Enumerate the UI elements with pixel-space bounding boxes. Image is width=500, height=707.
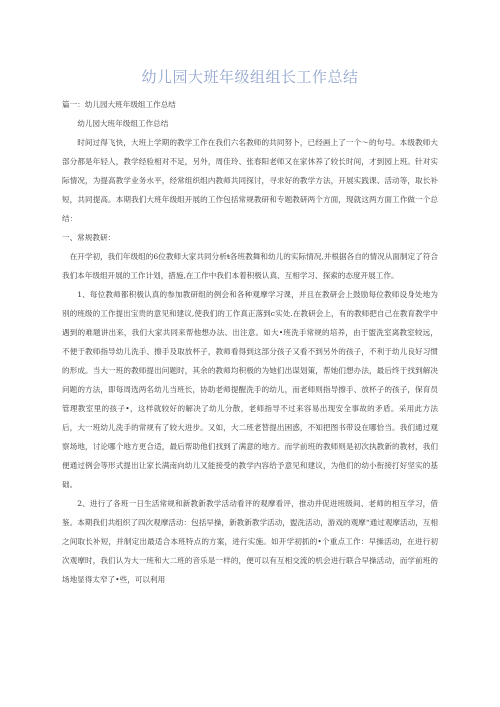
body-paragraph: 2、进行了各班一日生活常规和新教新教学活动看评的观摩看评，推动并促进班级间、老师的相互学习，借鉴。本期我们共组织了四次观摩活动：包括早操，新教新教学活动，盥洗活动，游戏的观摩“通过观摩活动，互相之间取长补短，并制定出最适合本班特点的方案，进行实施。如开学初抓的•个重点工作：早操活动，在进行初次观摩时，我们认为大一班和大二班的音乐是一样的，便可以有互相交流的机会进行联合早操活动，而学前班的场地显得太窄了•些，可以利用 bbox=[62, 499, 438, 584]
article-heading: 篇一：幼儿园大班年级组工作总结 bbox=[62, 100, 176, 109]
body-paragraph: 在开学初，我们年级组的6位教师大家共同分析ŧ各班教舞和幼儿的实际情况,并根据各自的情况从面制定了符合我们本年级组开展的工作计划，措施,在工作中我们本着积极认真、互相学习、探索的态度开展工作。 bbox=[62, 252, 438, 280]
document-title: 幼儿园大班年级组组长工作总结 bbox=[141, 68, 359, 86]
body-paragraph: 时间过得飞快，大班上学期的教学工作在我们六名教师的共同努卜，已经画上了一个～的句号。本级教师大部分都是年轻人，教学经验相对不足，另外，周佳玲、张春阳老师又在家休养了较长时间，才到园上班。针对实际情况，为提高教学业务水平，经常组织组内教师共同探讨，寻求好的教学方法，开展实践课、活动等，取长补短，共同提高。本期我们大班年级组开展的工作包括常规教研和专题教研两个方面，现就这两方面工作做一个总结： bbox=[62, 138, 438, 223]
document-body bbox=[62, 95, 438, 589]
body-paragraph: 1、每位教师都积极认真的参加教研组的例会和各种观摩学习课，并且在教研会上鼓励每位教师设身处地为别的班级的工作提出宝贵的意见和建议,使我们的工作真正落到c实处.在教研会上，有的教师把自己在教育教学中遇到的难题讲出来，我们大家共同来帮他想办法、出注意。如大•班洗手常规的培养，由于盥洗室离教室较远，不便于教师指导幼儿洗手、擦手及取放杯子，教师看得到这部分孩子又看不到另外的孩子，不利于幼儿良好习惯的形成。当大一班的教师提出问题时，其余的教师均积极的为她们出谋划策，帮她们想办法，最后终于找到解决问题的方法，即每周选两名幼儿当班长，协助老师提醒洗手的幼儿，而老师则指导擦手、放杯子的孩子，保育员管理教室里的孩子•，这样就较好的解决了幼儿分散，老师指导不过来容易出现安全事故的矛盾。采用此方法后，大一班幼儿洗手的常规有了较大进步。又如，大二班老替提出困惑，不知把图书带设在哪恰当。我们通过观察场地，讨论哪个地方更合适，最后帮助他们找到了满意的地方。而学前班的教师则是初次执教新的教材，我们便通过例会等形式提出让家长满南向幼儿又能接受的教学内容给予意见和建议，为他们的幼小衔接打好坚实的基础。 bbox=[62, 290, 438, 489]
section-heading: 一、常规教研： bbox=[62, 233, 116, 242]
article-subheading: 幼儿园大班年级组工作总结 bbox=[77, 119, 169, 128]
